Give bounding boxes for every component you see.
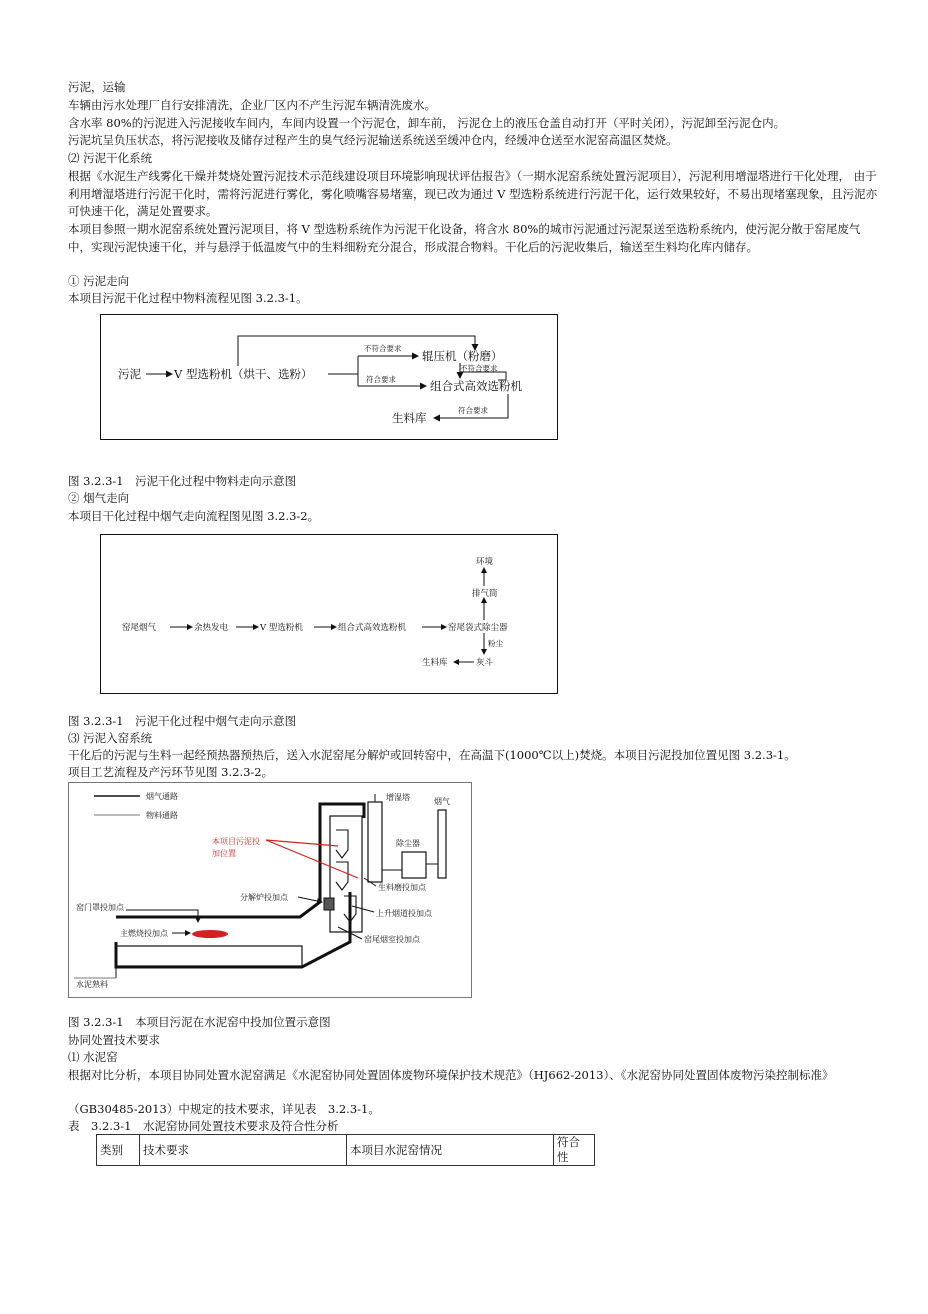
figure-caption: 图 3.2.3-1 污泥干化过程中物料走向示意图 [68, 474, 297, 488]
table-header-row [97, 1135, 595, 1166]
table-header-cell: 本项目水泥窑情况 [347, 1135, 554, 1166]
label-dust: 粉尘 [488, 639, 503, 648]
text-line: 污泥，运输 [68, 80, 126, 94]
section-heading: ⑵ 污泥干化系统 [68, 151, 153, 165]
label-humidifier: 增湿塔 [386, 793, 410, 802]
sub-heading: ⑴ 水泥窑 [68, 1050, 118, 1064]
label-tail-feed: 窑尾烟室投加点 [364, 935, 420, 944]
text-line: （GB30485-2013）中规定的技术要求，详见表 3.2.3-1。 [68, 1102, 380, 1116]
kiln-feed-point-diagram [68, 782, 472, 998]
section-heading: ⑶ 污泥入窑系统 [68, 731, 153, 745]
node-raw-store: 生料库 [392, 411, 427, 425]
table-caption: 表 3.2.3-1 水泥窑协同处置技术要求及符合性分析 [68, 1119, 339, 1133]
figure-caption: 图 3.2.3-1 污泥干化过程中烟气走向示意图 [68, 714, 297, 728]
text-line: 本项目污泥干化过程中物料流程见图 3.2.3-1。 [68, 291, 308, 305]
label-flue: 烟气 [434, 797, 450, 806]
label-riser-feed: 上升烟道投加点 [376, 909, 432, 918]
label-not-ok: 不符合要求 [460, 364, 498, 373]
node-kiln-gas: 窑尾烟气 [122, 623, 157, 633]
text-line: 污泥坑呈负压状态，将污泥接收及储存过程产生的臭气经污泥输送系统送至缓冲仓内，经缓冲仓送至水泥窑高温区焚烧。 [68, 133, 678, 147]
label-sludge-feed: 本项目污泥投加位置 [212, 837, 260, 858]
text-line: 车辆由污水处理厂自行安排清洗，企业厂区内不产生污泥车辆清洗废水。 [68, 98, 436, 112]
text-line: 项目工艺流程及产污环节见图 3.2.3-2。 [68, 765, 274, 779]
figure-caption: 图 3.2.3-1 本项目污泥在水泥窑中投加位置示意图 [68, 1015, 331, 1029]
label-raw-mill-feed: 生料磨投加点 [378, 883, 426, 892]
table-header-cell: 类别 [97, 1135, 140, 1166]
material-flow-diagram [100, 314, 558, 440]
label-clinker: 水泥熟料 [76, 980, 108, 989]
label-dust-collector: 除尘器 [396, 839, 420, 848]
node-raw-store: 生料库 [422, 658, 448, 668]
node-environment: 环境 [476, 557, 494, 567]
node-roller: 辊压机（粉磨） [422, 349, 503, 363]
node-combo-separator: 组合式高效选粉机 [338, 623, 407, 633]
sub-heading: ① 污泥走向 [68, 274, 130, 288]
node-combo-separator: 组合式高效选粉机 [430, 379, 522, 393]
node-sludge: 污泥 [118, 367, 141, 381]
table-header-cell: 符合性 [554, 1135, 595, 1166]
table-header-cell: 技术要求 [140, 1135, 347, 1166]
paragraph: 根据对比分析，本项目协同处置水泥窑满足《水泥窑协同处置固体废物环境保护技术规范》（HJ662-2013）、《水泥窑协同处置固体废物污染控制标准》 [68, 1068, 834, 1082]
text-line: 干化后的污泥与生料一起经预热器预热后，送入水泥窑尾分解炉或回转窑中，在高温下(1000℃以上)焚烧。本项目污泥投加位置见图 3.2.3-1。 [68, 748, 796, 762]
legend-material: 物料通路 [146, 811, 178, 820]
text-line: 含水率 80%的污泥进入污泥接收车间内，车间内设置一个污泥仓，卸车前， 污泥仓上的液压仓盖自动打开（平时关闭），污泥卸至污泥仓内。 [68, 116, 786, 130]
label-ok: 符合要求 [366, 375, 396, 384]
node-stack: 排气筒 [472, 589, 498, 599]
label-burner-feed: 主燃烧投加点 [120, 929, 168, 938]
node-bag-filter: 窑尾袋式除尘器 [448, 623, 508, 633]
sub-heading: ② 烟气走向 [68, 491, 130, 505]
flue-gas-flow-diagram [100, 534, 558, 694]
paragraph: 根据《水泥生产线雾化干燥并焚烧处置污泥技术示范线建设项目环境影响现状评估报告》（一期水泥窑系统处置污泥项目），污泥利用增湿塔进行干化处理， 由于利用增湿塔进行污泥干化时，需将污泥进行雾化，雾化喷嘴容易堵塞，现已改为通过 V 型选粉系统进行污泥干化，运行效果较好，不易出现堵塞现象，且污泥亦可快速干化，满足处置要求。 [68, 169, 878, 218]
section-heading: 协同处置技术要求 [68, 1033, 160, 1047]
requirements-table [96, 1134, 595, 1166]
node-waste-heat: 余热发电 [194, 623, 229, 633]
paragraph: 本项目参照一期水泥窑系统处置污泥项目，将 V 型选粉系统作为污泥干化设备，将含水 80%的城市污泥通过污泥泵送至选粉系统内，使污泥分散于窑尾废气中，实现污泥快速干化，并与悬浮于低温废气中的生料细粉充分混合，形成混合物料。干化后的污泥收集后，输送至生料均化库内储存。 [68, 222, 861, 254]
label-kiln-hood-feed: 窑门罩投加点 [76, 903, 124, 912]
label-calciner-feed: 分解炉投加点 [240, 893, 288, 902]
node-v-separator: V 型选粉机 [260, 623, 303, 633]
node-v-separator: V 型选粉机（烘干、选粉） [174, 367, 313, 381]
label-not-ok: 不符合要求 [364, 344, 402, 353]
text-line: 本项目干化过程中烟气走向流程图见图 3.2.3-2。 [68, 509, 320, 523]
legend-gas: 烟气通路 [146, 792, 178, 801]
node-hopper: 灰斗 [476, 658, 494, 668]
label-ok: 符合要求 [458, 406, 488, 415]
